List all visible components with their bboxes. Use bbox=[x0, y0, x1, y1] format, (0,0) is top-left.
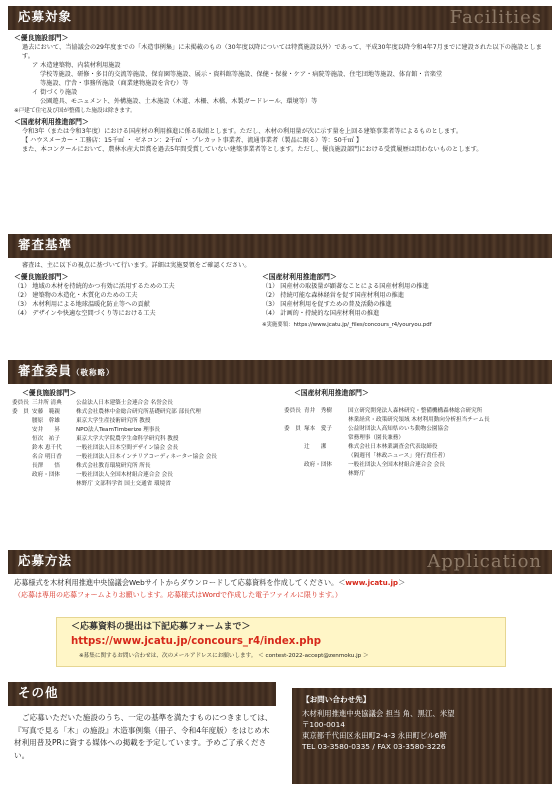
paragraph: また、本コンクールにおいて、農林水産大臣賞を過去5年間受賞していない建築事業者等とします。ただし、優良施設部門における受賞履歴は問わないものとします。 bbox=[22, 145, 483, 153]
judges-right bbox=[284, 388, 552, 489]
bracket-line: 【 ハウスメーカー・工務店：15千㎥ ・ ゼネコン：2千㎥ ・ プレカット事業者、流通事業者（製品に限る）等：50千㎥ 】 bbox=[22, 136, 363, 144]
list-item: （4） 計画的・持続的な国産材利用の推進 bbox=[262, 309, 380, 317]
criteria-left bbox=[14, 273, 262, 330]
judge-affiliation: 公益財団法人高知県のいち動物公園協会 bbox=[348, 426, 449, 433]
note: ※戸建て住宅及び国が整備した施設は除きます。 bbox=[14, 107, 136, 114]
judge-row bbox=[284, 461, 552, 470]
contact-box bbox=[292, 688, 552, 784]
judge-name: 政府・団体 bbox=[304, 462, 332, 469]
judge-row bbox=[12, 480, 284, 489]
criteria-right bbox=[262, 273, 548, 330]
section-title: 応募方法 bbox=[18, 553, 73, 568]
other-body bbox=[14, 712, 276, 762]
judge-name: 辻 潔 bbox=[304, 444, 327, 451]
judge-name bbox=[304, 434, 348, 443]
judge-row bbox=[12, 462, 284, 471]
judge-row bbox=[284, 452, 552, 461]
list-item: （1） 地域の木材を持続的かつ有効に活用するための工夫 bbox=[14, 282, 175, 290]
judge-affiliation: 株式会社農林中金総合研究所基礎研究部 部長代理 bbox=[76, 409, 201, 416]
subheading: ＜国産材利用推進部門＞ bbox=[14, 117, 89, 126]
judge-name bbox=[304, 416, 348, 425]
judge-role bbox=[284, 416, 304, 425]
judge-affiliation: 林野庁 bbox=[348, 471, 365, 478]
contact-line: TEL 03-3580-0335 / FAX 03-3580-3226 bbox=[302, 742, 446, 752]
judge-row bbox=[12, 399, 284, 408]
judge-name bbox=[304, 470, 348, 479]
judge-role: 委員長 bbox=[12, 400, 29, 406]
list-item: イ 街づくり施設 bbox=[32, 88, 78, 96]
judge-name: 腰原 幹雄 bbox=[32, 418, 60, 425]
judge-name: 安井 昇 bbox=[32, 427, 60, 434]
judge-row bbox=[12, 435, 284, 444]
section-title: その他 bbox=[18, 685, 59, 700]
judge-role bbox=[12, 444, 32, 453]
judge-affiliation: 一般社団法人全国木材組合連合会 会長 bbox=[348, 462, 445, 469]
section-title-en: Application bbox=[427, 551, 542, 572]
jcatu-link[interactable]: www.jcatu.jp bbox=[345, 578, 399, 587]
application-line bbox=[14, 578, 550, 588]
judges-body bbox=[12, 388, 552, 489]
form-url-link[interactable]: https://www.jcatu.jp/concours_r4/index.php bbox=[71, 636, 322, 647]
judge-affiliation: 一般社団法人全国木材組合連合会 会長 bbox=[76, 472, 173, 479]
judge-row bbox=[284, 407, 552, 416]
url-note: ※実施要領：https://www.jcatu.jp/_files/concours_r4/youryou.pdf bbox=[262, 321, 432, 328]
list-detail: 等施設、庁舎・事務所施設（商業建物施設を含む）等 bbox=[40, 79, 189, 87]
judge-role: 委員長 bbox=[284, 408, 301, 414]
application-body bbox=[14, 578, 550, 601]
judge-affiliation: 東京大学大学院農学生命科学研究科 教授 bbox=[76, 436, 179, 443]
judge-row bbox=[284, 425, 552, 434]
application-note: （応募は専用の応募フォームよりお願いします。応募様式はWordで作成した電子ファイルに限ります。） bbox=[14, 591, 342, 600]
judge-name: 政府・団体 bbox=[32, 472, 60, 479]
paragraph: 過去において、当協議会の29年度までの「木造事例集」に未掲載のもの（30年度以降については特賞施設以外）であって、平成30年度以降令和4年7月までに建設された以下の施設とします。 bbox=[22, 43, 542, 60]
list-item: （2） 建築物の木造化・木質化のための工夫 bbox=[14, 291, 138, 299]
judge-role bbox=[12, 471, 32, 480]
judge-affiliation: （隔週刊「林政ニュース」発行責任者） bbox=[348, 453, 449, 460]
judge-row bbox=[284, 470, 552, 479]
judge-name: 長澤 悟 bbox=[32, 463, 60, 470]
application-text: 応募様式を木材利用推進中央協議会Webサイトからダウンロードして応募資料を作成してください。＜ bbox=[14, 578, 346, 587]
judge-name: 塚本 愛子 bbox=[304, 426, 332, 433]
judge-row bbox=[12, 444, 284, 453]
subheading: ＜国産材利用推進部門＞ bbox=[294, 389, 369, 397]
judge-role bbox=[12, 435, 32, 444]
section-title: 審査基準 bbox=[18, 237, 73, 252]
section-title-en: Facilities bbox=[449, 7, 542, 28]
judge-row bbox=[12, 408, 284, 417]
judge-affiliation: 株式会社教育環境研究所 所長 bbox=[76, 463, 151, 470]
paragraph: 審査は、主に以下の視点に基づいて行います。詳細は実施要領をご確認ください。 bbox=[22, 262, 251, 269]
form-box-note: ※募集に関するお問い合わせは、次のメールアドレスにお願いします。 ＜ contest-2022-accept@zenmoku.jp ＞ bbox=[79, 653, 369, 659]
judge-role bbox=[12, 426, 32, 435]
judge-role bbox=[284, 452, 304, 461]
judge-role: 委 員 bbox=[284, 426, 301, 433]
judge-role: 委 員 bbox=[12, 409, 29, 416]
judge-affiliation: 一般社団法人日本インテリアコーディネーター協会 会長 bbox=[76, 454, 217, 461]
list-detail: 公園遊具、モニュメント、外構施設、土木施設（木道、木柵、木橋、木製ガードレール、環境等）等 bbox=[40, 97, 318, 105]
judge-row bbox=[12, 471, 284, 480]
judges-header bbox=[8, 360, 552, 384]
judge-role bbox=[284, 434, 304, 443]
list-item: （3） 国産材利用を促すための普及活動の推進 bbox=[262, 300, 392, 308]
section-title bbox=[18, 362, 115, 380]
judges-left bbox=[12, 388, 284, 489]
section-title-text: 審査委員 bbox=[18, 363, 73, 378]
other-text: ご応募いただいた施設のうち、一定の基準を満たすものにつきましては、『写真で見る「木」の施設』木造事例集（冊子、令和4年度版）をはじめ木材利用普及PRに資する媒体への掲載を予定しています。予めご了承ください。 bbox=[14, 713, 273, 760]
judge-affiliation: 東京大学生産技術研究所 教授 bbox=[76, 418, 151, 425]
judge-row bbox=[12, 417, 284, 426]
section-title-note: （敬称略） bbox=[72, 368, 115, 377]
subheading: ＜優良施設部門＞ bbox=[14, 34, 69, 42]
judge-affiliation: NPO法人TeamTimberize 理事長 bbox=[76, 427, 160, 434]
judge-role bbox=[12, 462, 32, 471]
contact-line: 〒100-0014 bbox=[302, 719, 345, 729]
judge-name: 三井所 清典 bbox=[32, 400, 62, 406]
judge-affiliation: 常務理事（園長兼務） bbox=[348, 435, 404, 442]
judge-row bbox=[12, 426, 284, 435]
subheading: ＜優良施設部門＞ bbox=[22, 389, 77, 397]
list-item: ア 木造建築物、内装材利用施設 bbox=[32, 61, 121, 69]
judge-name bbox=[304, 452, 348, 461]
judge-row bbox=[284, 443, 552, 452]
judge-affiliation: 林業経営・政策研究領域 木材利用動向分析担当チーム長 bbox=[348, 417, 490, 424]
list-item: （3） 木材利用による地球温暖化防止等への貢献 bbox=[14, 300, 150, 308]
list-item: （4） デザインや快適な空間づくり等における工夫 bbox=[14, 309, 156, 317]
application-text-end: ＞ bbox=[398, 578, 406, 587]
other-header bbox=[8, 682, 276, 706]
judge-role bbox=[284, 443, 304, 452]
judge-name: 青井 秀樹 bbox=[304, 408, 332, 414]
contact-heading: 【お問い合わせ先】 bbox=[302, 695, 371, 704]
section-title: 応募対象 bbox=[18, 9, 73, 24]
contact-line: 木材利用推進中央協議会 担当 角、黒江、米望 bbox=[302, 708, 455, 718]
contact-line: 東京都千代田区永田町2-4-3 永田町ビル6階 bbox=[302, 731, 447, 741]
list-detail: 学校等施設、研修・多目的交流等施設、保育園等施設、展示・資料館等施設、保健・保養・ケア・病院等施設、住宅団地等施設、体育館・音楽堂 bbox=[40, 70, 443, 78]
form-box bbox=[56, 617, 506, 667]
judge-row bbox=[12, 453, 284, 462]
facilities-body bbox=[14, 34, 550, 155]
judge-affiliation: 林野庁 文部科学省 国土交通省 環境省 bbox=[76, 481, 171, 488]
subheading: ＜優良施設部門＞ bbox=[14, 272, 69, 281]
judge-name bbox=[32, 480, 76, 489]
facilities-header bbox=[8, 6, 552, 30]
judge-role bbox=[284, 470, 304, 479]
judge-role bbox=[12, 480, 32, 489]
judge-role bbox=[284, 461, 304, 470]
judge-name: 名合 明日香 bbox=[32, 454, 62, 461]
judge-name: 安藤 範親 bbox=[32, 409, 60, 416]
form-box-heading: ＜応募資料の提出は下記応募フォームまで＞ bbox=[71, 622, 251, 632]
list-item: （1） 国産材の取扱量が顕著なことによる国産材利用の推進 bbox=[262, 282, 429, 290]
criteria-body bbox=[14, 262, 550, 330]
judge-name: 鈴木 恵千代 bbox=[32, 445, 62, 452]
judge-row bbox=[284, 434, 552, 443]
criteria-header bbox=[8, 234, 552, 258]
judge-role bbox=[12, 417, 32, 426]
judge-affiliation: 株式会社日本林業調査会代表取締役 bbox=[348, 444, 438, 451]
application-header bbox=[8, 550, 552, 574]
judge-name: 恒次 祐子 bbox=[32, 436, 60, 443]
judge-affiliation: 一般社団法人日本空間デザイン協会 会長 bbox=[76, 445, 179, 452]
list-item: （2） 持続可能な森林経営を促す国産材利用の推進 bbox=[262, 291, 405, 299]
judge-role bbox=[12, 453, 32, 462]
judge-affiliation: 国立研究開発法人森林研究・整備機構森林総合研究所 bbox=[348, 408, 483, 414]
judge-row bbox=[284, 416, 552, 425]
judge-affiliation: 公益法人日本建築士会連合会 名誉会長 bbox=[76, 400, 173, 406]
subheading: ＜国産材利用推進部門＞ bbox=[262, 272, 337, 281]
paragraph: 令和3年（または令和3年度）における国産材の利用推進に係る取組とします。ただし、木材の利用量が次に示す量を上回る建築事業者等によるものとします。 bbox=[22, 127, 463, 135]
